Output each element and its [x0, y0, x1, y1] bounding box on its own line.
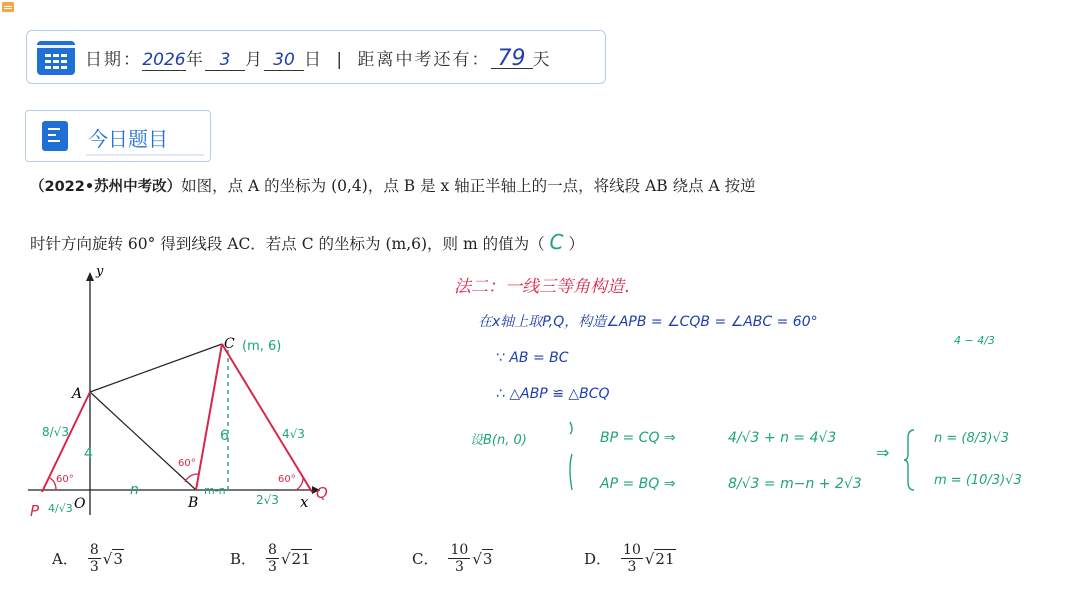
year-unit: 年: [186, 50, 205, 70]
solution-brace: [904, 430, 914, 490]
date-line: [85, 45, 552, 71]
handwritten-answer: C: [549, 230, 564, 254]
option-b-den: 3: [268, 559, 277, 575]
label-m-minus-n: m-n: [204, 484, 226, 497]
document-icon: [42, 121, 68, 151]
option-c-den: 3: [454, 559, 464, 575]
question-text-2: 时针方向旋转 60° 得到线段 AC．若点 C 的坐标为 (m,6)，则 m 的值为（: [30, 235, 545, 253]
option-a-sqrt: √3: [102, 549, 123, 568]
option-b-fraction: [266, 542, 279, 575]
option-b[interactable]: [230, 542, 312, 575]
point-A-label: A: [72, 386, 83, 402]
option-a[interactable]: [52, 542, 124, 575]
month-unit: 月: [245, 50, 264, 70]
option-a-fraction: [88, 542, 101, 575]
angle-label-Q: 60°: [278, 474, 296, 485]
countdown-label: 距离中考还有：: [357, 50, 491, 70]
work-side-note: 4 − 4/3: [954, 334, 995, 347]
option-b-sqrt: √21: [280, 549, 311, 568]
angle-label-P: 60°: [56, 474, 74, 485]
label-2root3: 2√3: [256, 493, 279, 507]
point-Q-label: Q: [316, 484, 328, 502]
red-segment-CQ: [222, 344, 312, 492]
year-value: 2026: [142, 50, 186, 70]
handwritten-work: [440, 262, 1070, 512]
tab-label: 今日题目: [88, 127, 168, 151]
tab-underline: [86, 154, 204, 156]
date-header: [26, 30, 606, 84]
option-d[interactable]: [584, 542, 676, 575]
option-d-radicand: 21: [655, 549, 675, 568]
label-4root3: 4√3: [282, 427, 305, 441]
option-a-letter: A．: [52, 550, 78, 568]
work-eq2-left: AP = BQ ⇒: [600, 476, 676, 492]
geometry-figure: [20, 260, 350, 530]
question-text-1: 如图，点 A 的坐标为 (0,4)，点 B 是 x 轴正半轴上的一点，将线段 AB 绕点 A 按逆: [181, 177, 756, 195]
work-line-method: 法二：一线三等角构造．: [454, 277, 641, 297]
angle-label-B: 60°: [178, 458, 196, 469]
option-d-num: 10: [623, 542, 641, 558]
days-unit: 天: [532, 50, 552, 70]
label-4: 4: [84, 446, 93, 462]
tab-today-question[interactable]: [25, 110, 211, 162]
days-left-value: 79: [491, 50, 533, 69]
day-value: 30: [264, 50, 304, 71]
option-b-letter: B．: [230, 550, 257, 568]
angle-arc-B: [185, 474, 198, 482]
notes-icon: [2, 2, 14, 12]
work-eq1-left: BP = CQ ⇒: [600, 430, 676, 446]
option-c-num: 10: [450, 542, 469, 558]
point-P-label: P: [30, 502, 40, 520]
work-eq2-right: 8/√3 = m−n + 2√3: [728, 476, 862, 492]
option-d-den: 3: [627, 559, 637, 575]
option-a-den: 3: [89, 559, 99, 575]
question-close: ）: [568, 235, 584, 253]
work-line-therefore: ∴ △ABP ≌ △BCQ: [496, 386, 610, 402]
option-c-letter: C．: [412, 550, 439, 568]
option-d-sqrt: √21: [644, 549, 675, 568]
y-axis-label: y: [96, 264, 104, 279]
option-c[interactable]: [412, 542, 493, 575]
option-c-radicand: 3: [482, 549, 493, 568]
work-brace: [570, 422, 572, 490]
work-set-B: 设B(n, 0): [470, 433, 527, 448]
date-label: 日期：: [85, 50, 142, 70]
work-solution-m: m = (10/3)√3: [934, 473, 1022, 488]
month-value: 3: [205, 50, 245, 71]
question-line-2: [30, 230, 584, 254]
question-line-1: [30, 174, 756, 196]
label-n: n: [130, 482, 139, 498]
work-solution-n: n = (8/3)√3: [934, 431, 1010, 446]
label-C-coord: (m, 6): [242, 339, 282, 354]
day-unit: 日: [304, 50, 323, 70]
label-8-over-root3: 8/√3: [42, 425, 69, 439]
work-line-because: ∵ AB = BC: [496, 350, 569, 366]
work-implies-arrow: ⇒: [876, 443, 890, 462]
y-axis-arrow: [86, 272, 94, 281]
option-b-radicand: 21: [291, 549, 311, 568]
separator: |: [336, 50, 345, 70]
option-c-fraction: [448, 542, 470, 575]
angle-arc-Q: [296, 477, 303, 490]
point-B-label: B: [188, 495, 199, 511]
option-c-sqrt: √3: [472, 549, 493, 568]
label-6: 6: [220, 428, 229, 444]
segment-AC: [90, 344, 222, 392]
option-d-letter: D．: [584, 550, 612, 568]
segment-AB: [90, 392, 196, 490]
point-C-label: C: [224, 336, 235, 352]
label-4-over-root3: 4/√3: [48, 502, 73, 515]
option-a-radicand: 3: [113, 549, 123, 568]
option-b-num: 8: [268, 542, 277, 558]
red-segment-BC: [196, 344, 222, 490]
work-line-construct: 在x轴上取P,Q，构造∠APB = ∠CQB = ∠ABC = 60°: [478, 314, 818, 330]
question-source: （2022•苏州中考改）: [30, 179, 182, 195]
origin-label: O: [74, 496, 86, 512]
calendar-icon: [37, 41, 75, 75]
x-axis-label: x: [300, 493, 309, 511]
work-eq1-right: 4/√3 + n = 4√3: [728, 430, 837, 446]
option-d-fraction: [621, 542, 643, 575]
option-a-num: 8: [89, 542, 99, 558]
